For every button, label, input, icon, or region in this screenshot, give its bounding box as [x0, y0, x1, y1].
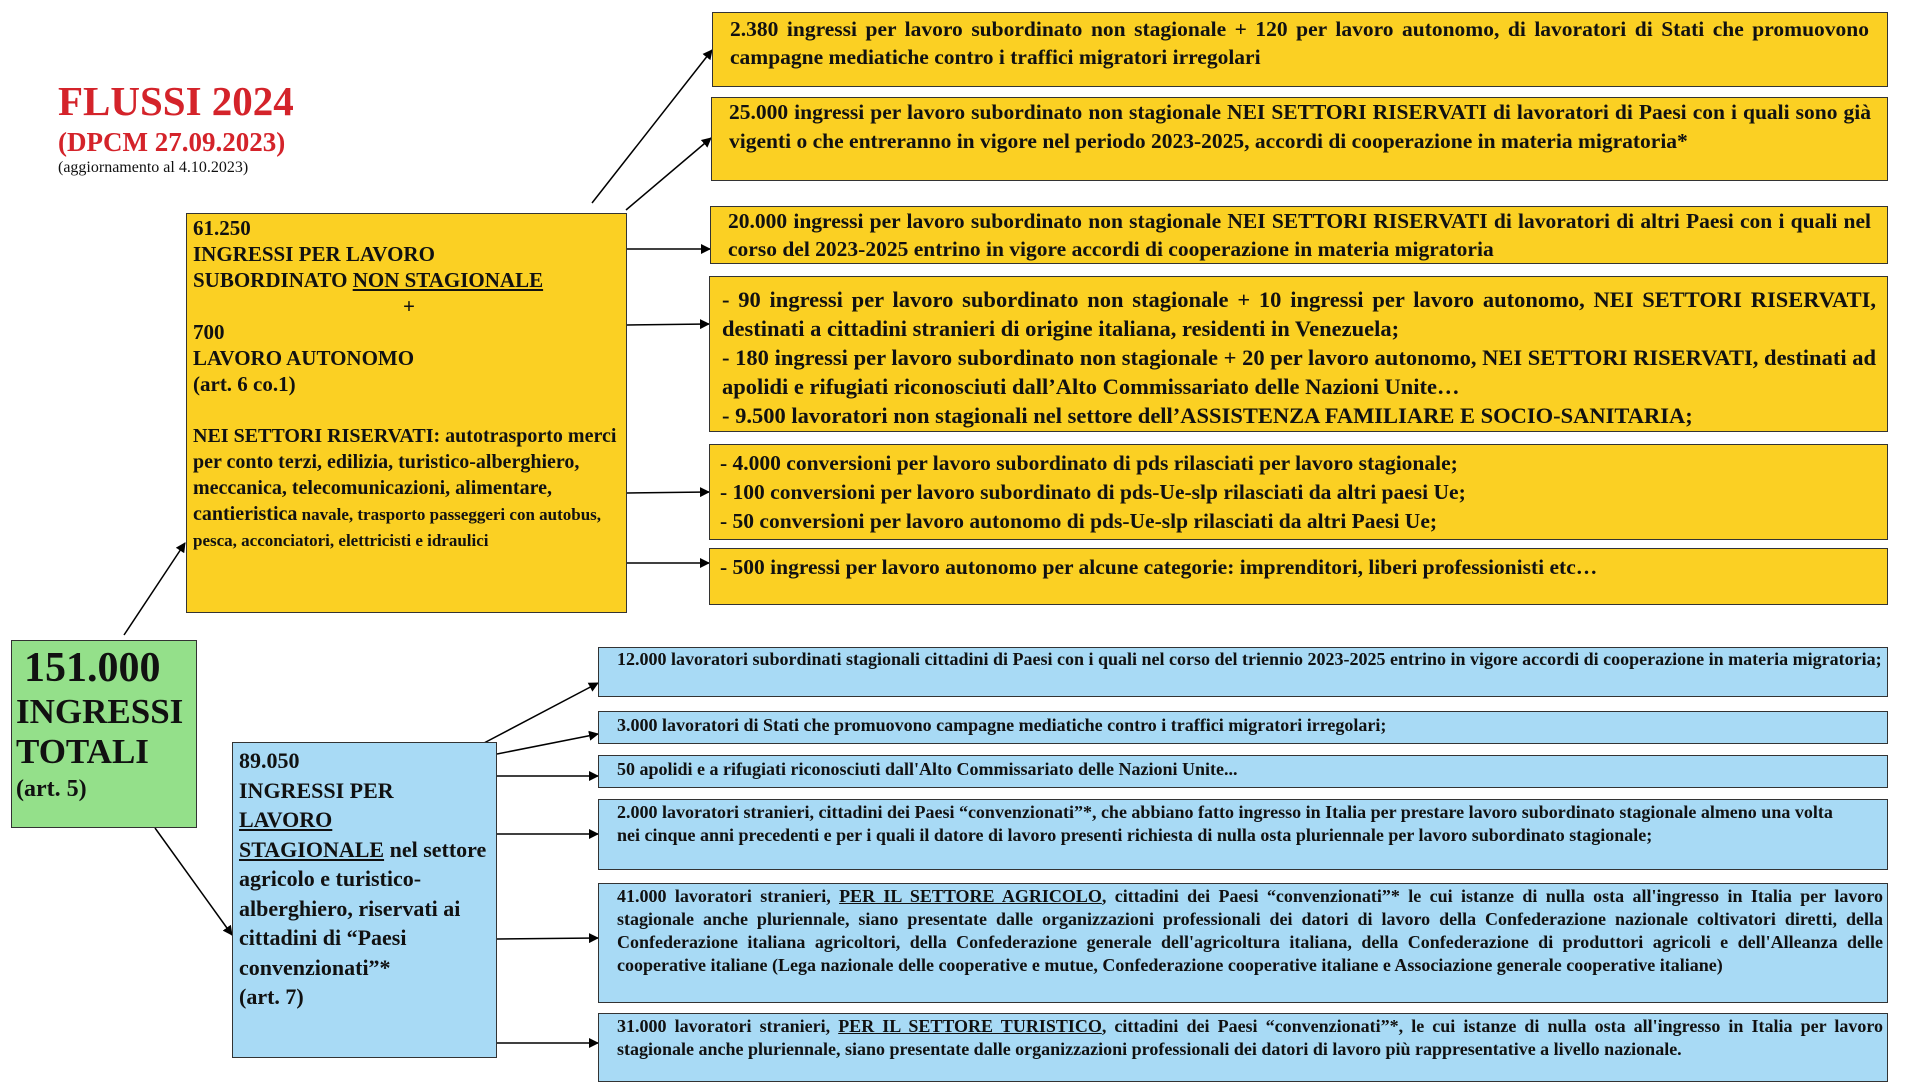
- total-number: 151.000: [24, 645, 161, 691]
- arrow-to-y2: [626, 138, 711, 210]
- yellow-box-5: [709, 444, 1888, 540]
- blue-box-1: 12.000 lavoratori subordinati stagionali cittadini di Paesi con i quali nel corso del triennio 2023-2025 entrino in vigore accordi di cooperazione in materia migratoria;: [598, 647, 1888, 697]
- seasonal-line2: LAVORO: [239, 807, 333, 832]
- arrow-to-y4: [627, 324, 709, 325]
- conversion-2: - 100 conversioni per lavoro subordinato di pds-Ue-slp rilasciati da altri paesi Ue;: [720, 480, 1466, 504]
- total-label-2: TOTALI: [16, 732, 149, 771]
- autonomous-label: LAVORO AUTONOMO: [193, 346, 415, 370]
- arrow-to-b5: [497, 938, 598, 939]
- blue-box-3: 50 apolidi e a rifugiati riconosciuti dall'Alto Commissariato delle Nazioni Unite...: [598, 755, 1888, 788]
- conversion-1: - 4.000 conversioni per lavoro subordinato di pds rilasciati per lavoro stagionale;: [720, 451, 1458, 475]
- yellow-box-6: - 500 ingressi per lavoro autonomo per alcune categorie: imprenditori, liberi professionisti etc…: [709, 548, 1888, 605]
- family-care-entry: - 9.500 lavoratori non stagionali nel settore dell’ASSISTENZA FAMILIARE E SOCIO-SANITARIA;: [722, 403, 1693, 428]
- yellow-box-3: 20.000 ingressi per lavoro subordinato non stagionale NEI SETTORI RISERVATI di lavoratori di altri Paesi con i quali nel corso del 2023-2025 entrino in vigore accordi di cooperazione in materia migratoria: [710, 206, 1888, 264]
- yellow-box-1: 2.380 ingressi per lavoro subordinato non stagionale + 120 per lavoro autonomo, di lavoratori di Stati che promuovono campagne mediatiche contro i traffici migratori irregolari: [712, 12, 1888, 87]
- non-seasonal-plus: +: [403, 294, 415, 318]
- blue-box-6: 31.000 lavoratori stranieri, PER IL SETTORE TURISTICO, cittadini dei Paesi “convenzionati”*, le cui istanze di nulla osta all'ingresso in Italia per lavoro stagionale anche pluriennale, siano presentate dalle organizzazioni professionali dei datori di lavoro più rappresentative a livello nazionale.: [598, 1013, 1888, 1082]
- total-entries-box: [11, 640, 197, 828]
- conversion-3: - 50 conversioni per lavoro autonomo di pds-Ue-slp rilasciati da altri Paesi Ue;: [720, 509, 1438, 533]
- arrow-to-b1: [484, 683, 598, 743]
- update-note: (aggiornamento al 4.10.2023): [58, 159, 249, 176]
- arrow-to-y1: [592, 50, 712, 203]
- seasonal-line3: STAGIONALE nel settore agricolo e turistico-alberghiero, riservati ai cittadini di “Paesi convenzionati”*: [239, 836, 487, 980]
- seasonal-box: [232, 742, 497, 1058]
- arrow-to-y5: [627, 492, 709, 493]
- non-seasonal-number: 61.250: [193, 216, 251, 240]
- non-seasonal-line1: INGRESSI PER LAVORO: [193, 242, 435, 266]
- page-subtitle: (DPCM 27.09.2023): [58, 127, 286, 157]
- seasonal-line1: INGRESSI PER: [239, 777, 394, 803]
- total-ref: (art. 5): [16, 776, 87, 802]
- non-seasonal-box: [186, 213, 627, 613]
- blue-box-2: 3.000 lavoratori di Stati che promuovono campagne mediatiche contro i traffici migratori irregolari;: [598, 711, 1888, 744]
- yellow-box-4: [709, 276, 1888, 432]
- yellow-box-2: 25.000 ingressi per lavoro subordinato non stagionale NEI SETTORI RISERVATI di lavoratori di Paesi con i quali sono già vigenti o che entreranno in vigore nel periodo 2023-2025, accordi di cooperazione in materia migratoria*: [711, 97, 1888, 181]
- arrow-to-b2: [497, 734, 598, 754]
- arrow-total-to-seasonal: [155, 828, 232, 935]
- seasonal-number: 89.050: [239, 748, 300, 773]
- page-title: FLUSSI 2024: [58, 78, 294, 124]
- non-seasonal-ref: (art. 6 co.1): [193, 372, 296, 396]
- autonomous-number: 700: [193, 320, 225, 344]
- blue-box-4: 2.000 lavoratori stranieri, cittadini dei Paesi “convenzionati”*, che abbiano fatto ingresso in Italia per prestare lavoro subordinato stagionale almeno una volta nei cinque anni precedenti e per i quali il datore di lavoro presenti richiesta di nulla osta pluriennale per lavoro subordinato stagionale;: [598, 799, 1888, 870]
- total-label-1: INGRESSI: [16, 692, 184, 731]
- non-seasonal-line2: SUBORDINATO NON STAGIONALE: [193, 268, 544, 292]
- blue-box-5: 41.000 lavoratori stranieri, PER IL SETTORE AGRICOLO, cittadini dei Paesi “convenzionati”* le cui istanze di nulla osta all'ingresso in Italia per lavoro stagionale anche pluriennale, siano presentate dalle organizzazioni professionali dei datori di lavoro della Confederazione nazionale coltivatori diretti, della Confederazione italiana agricoltori, della Confederazione generale dell'agricoltura italiana, della Confederazione di produttori agricoli e dell'Alleanza delle cooperative italiane (Lega nazionale delle cooperative e mutue, Confederazione cooperative italiane e Associazione generale cooperative italiane): [598, 883, 1888, 1003]
- refugees-entry: - 180 ingressi per lavoro subordinato non stagionale + 20 per lavoro autonomo, NEI SETTORI RISERVATI, destinati ad apolidi e rifugiati riconosciuti dall’Alto Commissariato delle Nazioni Unite…: [722, 345, 1876, 399]
- arrow-total-to-nonseasonal: [124, 543, 185, 635]
- venezuela-entry: - 90 ingressi per lavoro subordinato non stagionale + 10 ingressi per lavoro autonomo, NEI SETTORI RISERVATI, destinati a cittadini stranieri di origine italiana, residenti in Venezuela;: [722, 287, 1876, 341]
- seasonal-ref: (art. 7): [239, 984, 304, 1009]
- reserved-sectors: NEI SETTORI RISERVATI: autotrasporto merci per conto terzi, edilizia, turistico-alberghiero, meccanica, telecomunicazioni, alimentare, cantieristica navale, trasporto passeggeri con autobus, pesca, acconciatori, elettricisti e idraulici: [193, 425, 617, 550]
